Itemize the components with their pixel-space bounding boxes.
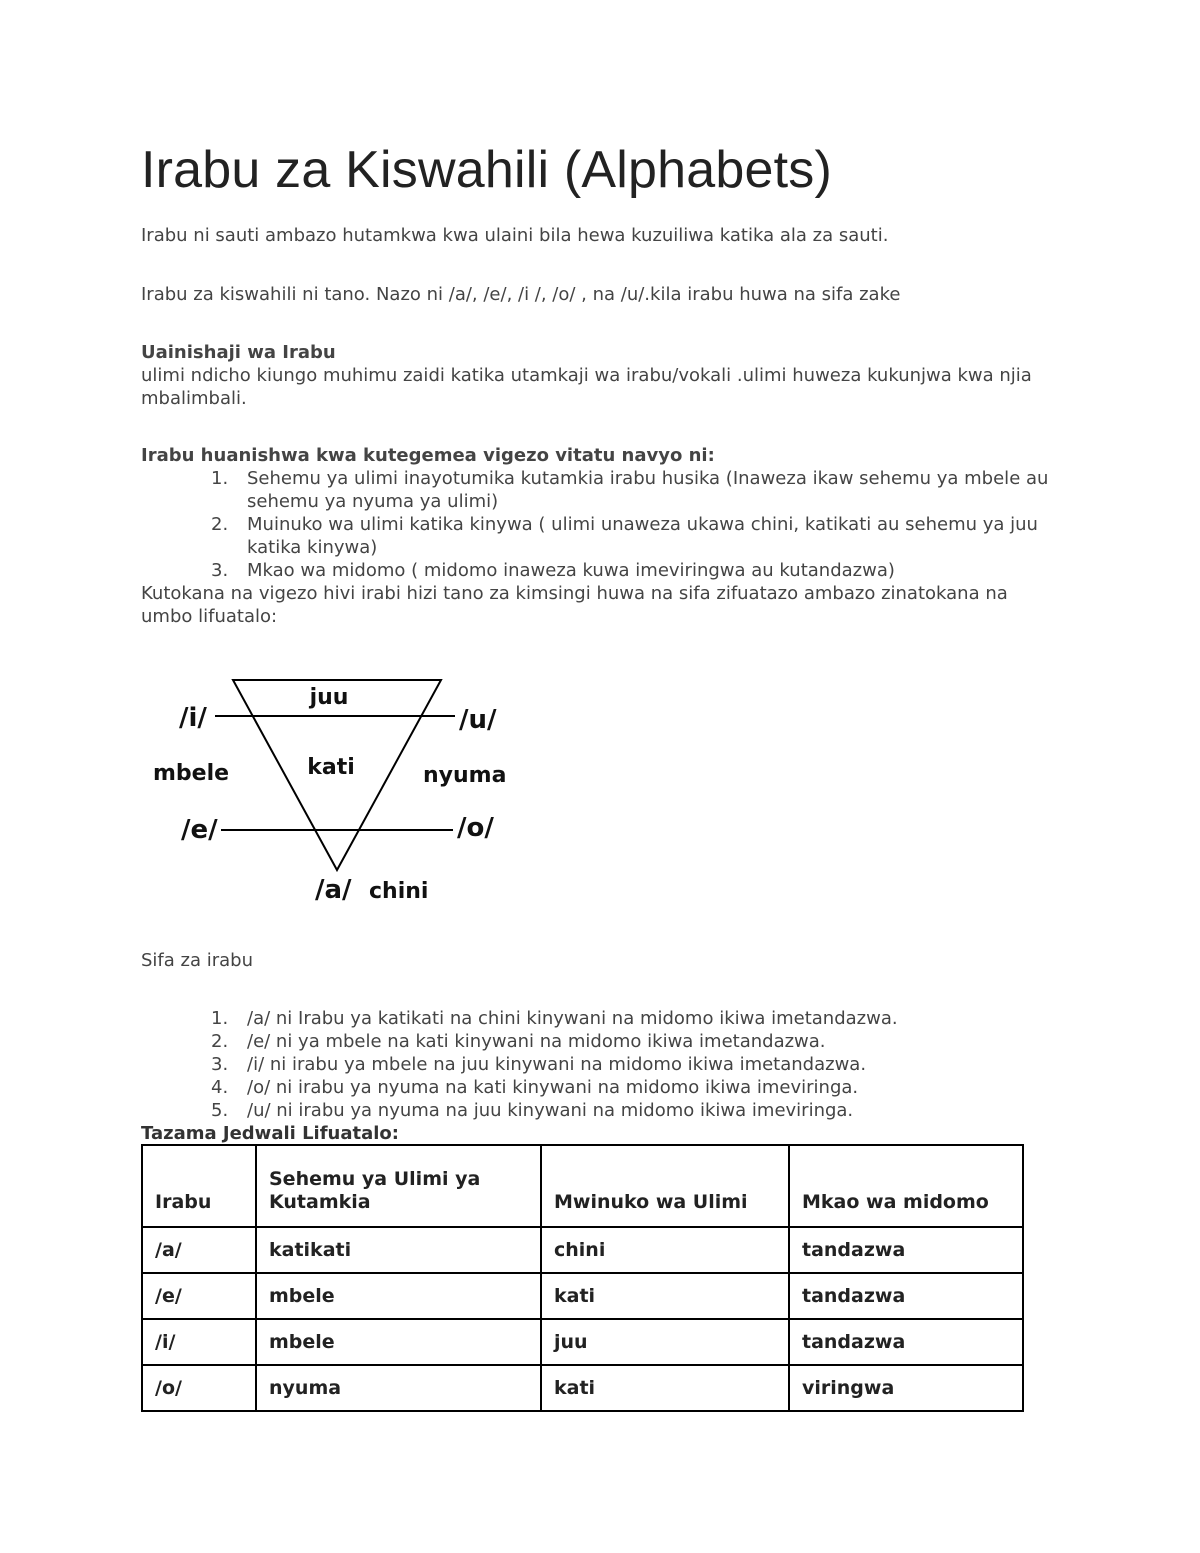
list-item: 1. Sehemu ya ulimi inayotumika kutamkia irabu husika (Inaweza ikaw sehemu ya mbele au sehemu ya nyuma ya ulimi) <box>211 468 1049 512</box>
table-cell: chini <box>541 1227 789 1273</box>
list-item: 3. /i/ ni irabu ya mbele na juu kinywani na midomo ikiwa imetandazwa. <box>211 1054 867 1075</box>
label-o: /o/ <box>457 813 494 843</box>
label-mbele: mbele <box>153 761 230 786</box>
label-nyuma: nyuma <box>423 763 507 788</box>
table-cell: tandazwa <box>789 1319 1023 1365</box>
table-cell: mbele <box>256 1273 541 1319</box>
table-cell: /i/ <box>142 1319 256 1365</box>
classification-heading: Uainishaji wa Irabu <box>141 342 336 363</box>
classification-body: ulimi ndicho kiungo muhimu zaidi katika utamkaji wa irabu/vokali .ulimi huweza kukunjwa kwa njia mbalimbali. <box>141 365 1032 409</box>
label-e: /e/ <box>181 815 218 845</box>
criteria-section <box>141 444 1061 628</box>
header-cell: Mwinuko wa Ulimi <box>541 1145 789 1227</box>
criteria-list <box>141 467 1061 582</box>
page-title: Irabu za Kiswahili (Alphabets) <box>141 141 832 199</box>
table-cell: tandazwa <box>789 1273 1023 1319</box>
table-row <box>142 1319 1023 1365</box>
table-cell: katikati <box>256 1227 541 1273</box>
header-cell: Mkao wa midomo <box>789 1145 1023 1227</box>
table-cell: juu <box>541 1319 789 1365</box>
properties-heading: Sifa za irabu <box>141 950 253 971</box>
table-cell: kati <box>541 1273 789 1319</box>
table-cell: kati <box>541 1365 789 1411</box>
list-item: 1. /a/ ni Irabu ya katikati na chini kinywani na midomo ikiwa imetandazwa. <box>211 1008 898 1029</box>
label-i: /i/ <box>179 703 207 733</box>
criteria-heading: Irabu huanishwa kwa kutegemea vigezo vitatu navyo ni: <box>141 445 715 466</box>
table-row <box>142 1365 1023 1411</box>
properties-section <box>141 949 1061 1145</box>
list-item: 5. /u/ ni irabu ya nyuma na juu kinywani na midomo ikiwa imeviringa. <box>211 1100 854 1121</box>
list-item: 2. Muinuko wa ulimi katika kinywa ( ulimi unaweza ukawa chini, katikati au sehemu ya juu katika kinywa) <box>211 514 1038 558</box>
label-a: /a/ <box>315 875 352 905</box>
classification-section <box>141 341 1061 410</box>
list-item: 4. /o/ ni irabu ya nyuma na kati kinywani na midomo ikiwa imeviringa. <box>211 1077 859 1098</box>
table-cell: /a/ <box>142 1227 256 1273</box>
table-cell: /o/ <box>142 1365 256 1411</box>
table-cell: mbele <box>256 1319 541 1365</box>
intro-paragraph: Irabu ni sauti ambazo hutamkwa kwa ulaini bila hewa kuzuiliwa katika ala za sauti. <box>141 225 889 246</box>
table-row <box>142 1227 1023 1273</box>
vowel-table <box>141 1144 1024 1412</box>
table-caption: Tazama Jedwali Lifuatalo: <box>141 1123 399 1144</box>
table-cell: nyuma <box>256 1365 541 1411</box>
label-kati: kati <box>307 755 355 780</box>
criteria-conclusion: Kutokana na vigezo hivi irabi hizi tano za kimsingi huwa na sifa zifuatazo ambazo zinatokana na umbo lifuatalo: <box>141 583 1008 627</box>
table-cell: /e/ <box>142 1273 256 1319</box>
label-juu: juu <box>309 685 349 710</box>
table-cell: tandazwa <box>789 1227 1023 1273</box>
list-item: 3. Mkao wa midomo ( midomo inaweza kuwa imeviringwa au kutandazwa) <box>211 560 895 581</box>
table-header-row <box>142 1145 1023 1227</box>
properties-list <box>141 1007 1061 1122</box>
vowel-count-paragraph: Irabu za kiswahili ni tano. Nazo ni /a/, /e/, /i /, /o/ , na /u/.kila irabu huwa na sifa zake <box>141 284 901 305</box>
table-cell: viringwa <box>789 1365 1023 1411</box>
header-cell: Irabu <box>142 1145 256 1227</box>
vowel-triangle-diagram <box>145 670 515 910</box>
label-u: /u/ <box>459 705 497 735</box>
list-item: 2. /e/ ni ya mbele na kati kinywani na midomo ikiwa imetandazwa. <box>211 1031 826 1052</box>
label-chini: chini <box>369 879 429 904</box>
table-row <box>142 1273 1023 1319</box>
header-cell: Sehemu ya Ulimi ya Kutamkia <box>256 1145 541 1227</box>
